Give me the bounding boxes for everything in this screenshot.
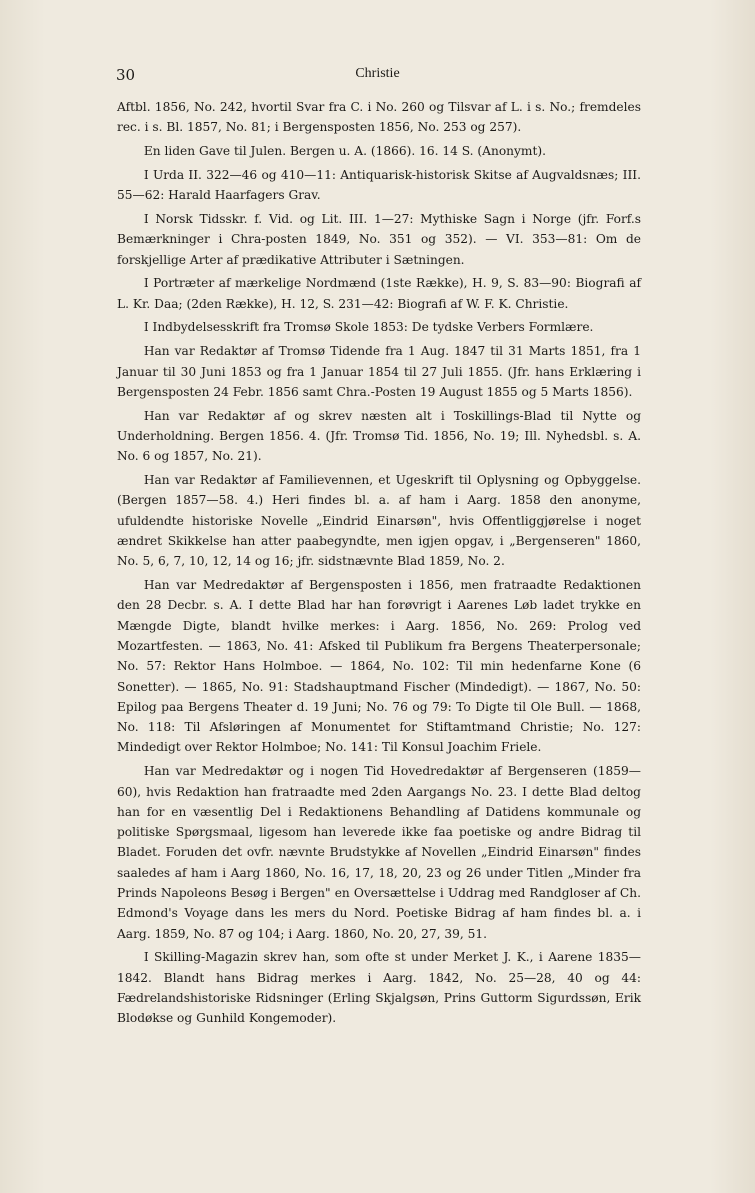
paragraph-skilling-magazin: I Skilling-Magazin skrev han, som ofte st under Merket J. K., i Aarene 1835—1842. Blandt hans Bidrag merkes i Aarg. 1842, No. 25—28, 40 og 44: Fædrelandshistoriske Ridsninger (Erling Skjalgsøn, Prins Guttorm Sigurdssøn, Erik Blodøkse og Gunhild Kongemoder). xyxy=(117,950,641,1026)
page-body xyxy=(117,97,641,1032)
paragraph-familievennen: Han var Redaktør af Familievennen, et Ugeskrift til Oplysning og Opbyggelse. (Bergen 1857—58. 4.) Heri findes bl. a. af ham i Aarg. 1858 den anonyme, ufuldendte historiske Novelle „Eindrid Einarsøn", hvis Offentliggjørelse i noget ændret Skikkelse han atter paabegyndte, men igjen opgav, i „Bergenseren" 1860, No. 5, 6, 7, 10, 12, 14 og 16; jfr. sidstnævnte Blad 1859, No. 2. xyxy=(117,473,641,569)
paragraph-liden-gave: En liden Gave til Julen. Bergen u. A. (1866). 16. 14 S. (Anonymt). xyxy=(143,144,546,159)
paragraph-urda: I Urda II. 322—46 og 410—11: Antiquarisk-historisk Skitse af Augvaldsnæs; III. 55—62: Harald Haarfagers Grav. xyxy=(117,167,641,203)
paragraph-indbydelsesskrift: I Indbydelsesskrift fra Tromsø Skole 1853: De tydske Verbers Formlære. xyxy=(143,320,594,335)
page-number: 30 xyxy=(116,66,136,84)
paragraph-portraeter: I Portræter af mærkelige Nordmænd (1ste Række), H. 9, S. 83—90: Biografi af L. Kr. Daa; (2den Række), H. 12, S. 231—42: Biografi af W. F. K. Christie. xyxy=(117,276,641,311)
paragraph-bergenseren: Han var Medredaktør og i nogen Tid Hovedredaktør af Bergenseren (1859—60), hvis Redaktion han fratraadte med 2den Aargangs No. 23. I dette Blad deltog han for en væsentlig Del i Redaktionens Behandling af Datidens kommunale og politiske Spørgsmaal, ligesom han leverede ikke faa poetiske og andre Bidrag til Bladet. Foruden det ovfr. nævnte Brudstykke af Novellen „Eindrid Einarsøn" findes saaledes af ham i Aarg 1860, No. 16, 17, 18, 20, 23 og 26 under Titlen „Minder fra Prinds Napoleons Besøg i Bergen" en Oversættelse i Uddrag med Randgloser af Ch. Edmond's Voyage dans les mers du Nord. Poetiske Bidrag af ham findes bl. a. i Aarg. 1859, No. 87 og 104; i Aarg. 1860, No. 20, 27, 39, 51. xyxy=(117,764,641,941)
paragraph-bergensposten: Han var Medredaktør af Bergensposten i 1856, men fratraadte Redaktionen den 28 Decbr. s. A. I dette Blad har han forøvrigt i Aarenes Løb ladet trykke en Mængde Digte, blandt hvilke merkes: i Aarg. 1856, No. 269: Prolog ved Mozartfesten. — 1863, No. 41: Afsked til Publikum fra Bergens Theaterpersonale; No. 57: Rektor Hans Holmboe. — 1864, No. 102: Til min hedenfarne Kone (6 Sonetter). — 1865, No. 91: Stadshauptmand Fischer (Mindedigt). — 1867, No. 50: Epilog paa Bergens Theater d. 19 Juni; No. 76 og 79: To Digte til Ole Bull. — 1868, No. 118: Til Afsløringen af Monumentet for Stiftamtmand Christie; No. 127: Mindedigt over Rektor Holmboe; No. 141: Til Konsul Joachim Friele. xyxy=(117,578,641,755)
paragraph-tromso-tidende: Han var Redaktør af Tromsø Tidende fra 1 Aug. 1847 til 31 Marts 1851, fra 1 Januar til 30 Juni 1853 og fra 1 Januar 1854 til 27 Juli 1855. (Jfr. hans Erklæring i Bergensposten 24 Febr. 1856 samt Chra.-Posten 19 August 1855 og 5 Marts 1856). xyxy=(117,344,641,399)
paragraph-aftbl-continuation: Aftbl. 1856, No. 242, hvortil Svar fra C. i No. 260 og Tilsvar af L. i s. No.; fremdeles rec. i s. Bl. 1857, No. 81; i Bergensposten 1856, No. 253 og 257). xyxy=(117,100,641,135)
running-title: Christie xyxy=(355,66,400,81)
paragraph-toskillings-blad: Han var Redaktør af og skrev næsten alt i Toskillings-Blad til Nytte og Underholdning. Bergen 1856. 4. (Jfr. Tromsø Tid. 1856, No. 19; Ill. Nyhedsbl. s. A. No. 6 og 1857, No. 21). xyxy=(117,408,641,464)
page-header xyxy=(116,66,639,86)
paragraph-norsk-tidsskr: I Norsk Tidsskr. f. Vid. og Lit. III. 1—27: Mythiske Sagn i Norge (jfr. Forf.s Bemærkninger i Chra-posten 1849, No. 351 og 352). — VI. 353—81: Om de forskjellige Arter af prædikative Attributer i Sætningen. xyxy=(117,211,641,267)
